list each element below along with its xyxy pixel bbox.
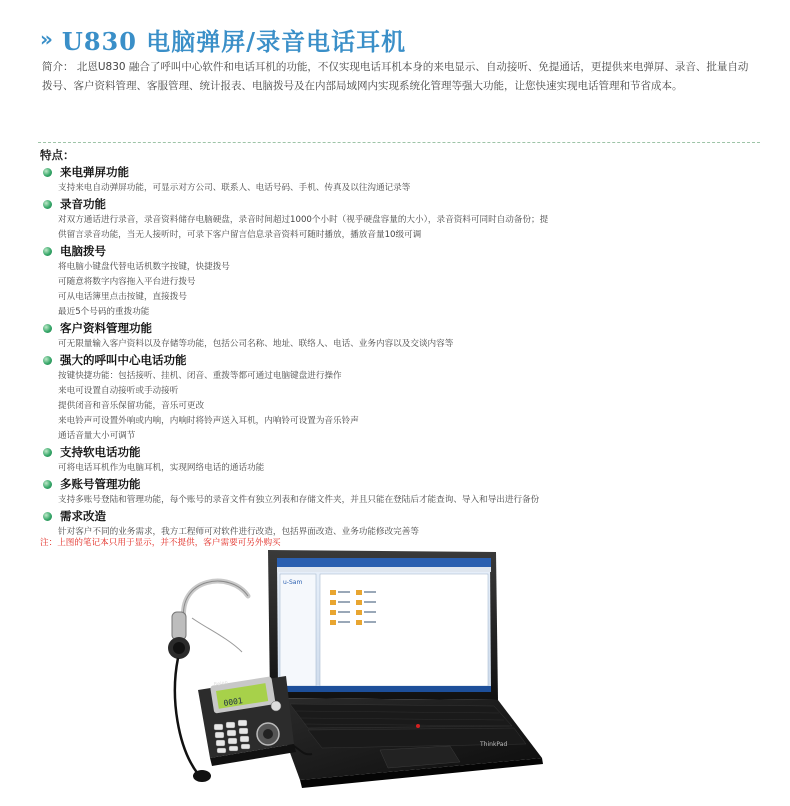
feature-title: 电脑拨号	[60, 244, 106, 258]
green-bullet-icon	[43, 168, 52, 177]
feature-description: 将电脑小键盘代替电话机数字按键，快捷拨号	[58, 262, 230, 272]
disclaimer-note: 注：上图的笔记本只用于显示，并不提供，客户需要可另外购买	[40, 538, 281, 548]
trackpoint	[416, 724, 420, 728]
title-text: U830 电脑弹屏/录音电话耳机	[61, 26, 407, 56]
feature-description: 对双方通话进行录音，录音资料储存电脑硬盘，录音时间超过1000个小时（视乎硬盘容量的大小），录音资料可同时自动备份；提	[58, 215, 549, 225]
feature-description: 可随意将数字内容拖入平台进行拨号	[58, 277, 196, 287]
laptop	[268, 550, 498, 700]
feature-description: 提供闭音和音乐保留功能，音乐可更改	[58, 401, 205, 411]
microphone	[193, 770, 211, 782]
section-divider	[38, 142, 760, 143]
feature-description: 来电铃声可设置外响或内响，内响时将铃声送入耳机，内响铃可设置为音乐铃声	[58, 416, 359, 426]
screen-logo: u-Sam	[283, 579, 303, 586]
feature-heading	[40, 243, 760, 260]
green-bullet-icon	[43, 200, 52, 209]
feature-description: 供留言录音功能，当无人接听时，可录下客户留言信息录音资料可随时播放，播放音量10级可调	[58, 230, 422, 240]
feature-description: 支持来电自动弹屏功能，可显示对方公司、联系人、电话号码、手机、传真及以往沟通记录等	[58, 183, 411, 193]
feature-description: 可从电话簿里点击按键，直接拨号	[58, 292, 187, 302]
phone-brand: Beien	[213, 679, 229, 688]
feature-title: 强大的呼叫中心电话功能	[60, 353, 187, 367]
feature-heading	[40, 444, 760, 461]
feature-title: 来电弹屏功能	[60, 165, 129, 179]
feature-heading	[40, 352, 760, 369]
laptop-keyboard-deck	[270, 698, 543, 788]
green-bullet-icon	[43, 448, 52, 457]
green-bullet-icon	[43, 480, 52, 489]
feature-title: 客户资料管理功能	[60, 321, 152, 335]
intro-paragraph: 简介： 北恩U830 融合了呼叫中心软件和电话耳机的功能，不仅实现电话耳机本身的来电显示、自动接听、免提通话，更提供来电弹屏、录音、批量自动拨号、客户资料管理、客服管理、统计报表、电脑拨号及在内部局域网内实现系统化管理等强大功能，让您快速实现电话管理和节省成本。	[42, 61, 749, 92]
feature-description: 针对客户不同的业务需求，我方工程师可对软件进行改造，包括界面改造、业务功能修改完善等	[58, 527, 419, 537]
chevron-right-icon: »	[40, 27, 54, 51]
feature-description: 可无限量输入客户资料以及存储等功能，包括公司名称、地址、联络人、电话、业务内容以及交谈内容等	[58, 339, 454, 349]
features-label: 特点：	[40, 148, 75, 162]
green-bullet-icon	[43, 356, 52, 365]
feature-description: 按键快捷功能：包括接听、挂机、闭音、重拨等都可通过电脑键盘进行操作	[58, 371, 342, 381]
product-photo	[150, 548, 690, 798]
laptop-logo: ThinkPad	[480, 741, 508, 748]
feature-heading	[40, 476, 760, 493]
phone-lcd-text: 0001	[222, 696, 244, 708]
telephone-base	[198, 676, 296, 766]
features-section	[40, 146, 760, 540]
feature-title: 多账号管理功能	[60, 477, 141, 491]
page-title	[40, 22, 406, 56]
feature-list	[40, 164, 760, 540]
feature-description: 支持多账号登陆和管理功能，每个账号的录音文件有独立列表和存储文件夹，并且只能在登陆后才能查询、导入和导出进行备份	[58, 495, 540, 505]
feature-heading	[40, 164, 760, 181]
feature-description: 通话音量大小可调节	[58, 431, 136, 441]
feature-description: 最近5个号码的重拨功能	[58, 307, 150, 317]
green-bullet-icon	[43, 247, 52, 256]
feature-title: 需求改造	[60, 509, 106, 523]
feature-heading	[40, 320, 760, 337]
feature-title: 录音功能	[60, 197, 106, 211]
green-bullet-icon	[43, 324, 52, 333]
feature-description: 来电可设置自动接听或手动接听	[58, 386, 179, 396]
feature-title: 支持软电话功能	[60, 445, 141, 459]
feature-heading	[40, 196, 760, 213]
feature-heading	[40, 508, 760, 525]
feature-description: 可将电话耳机作为电脑耳机，实现网络电话的通话功能	[58, 463, 265, 473]
green-bullet-icon	[43, 512, 52, 521]
